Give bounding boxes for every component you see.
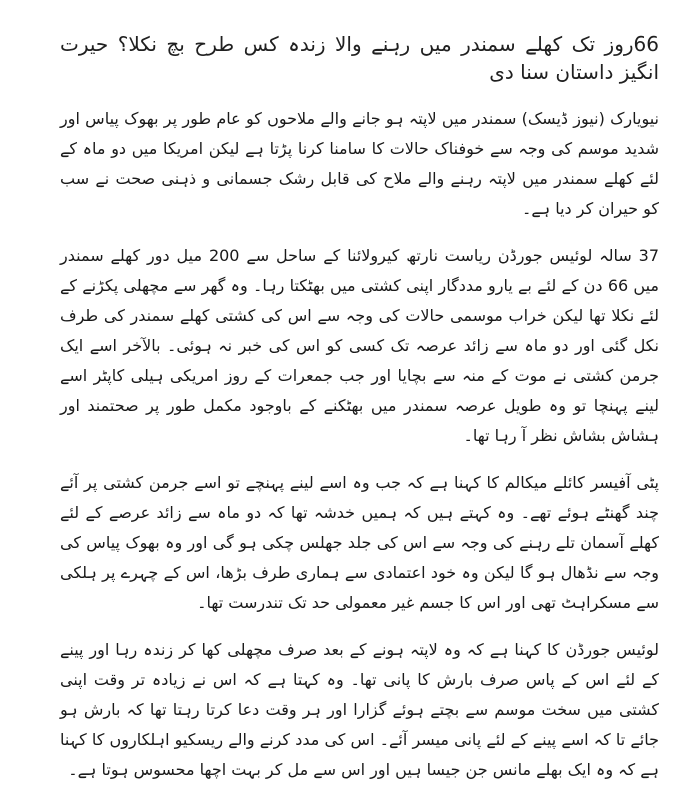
article bbox=[60, 30, 659, 802]
article-paragraph-3: پٹی آفیسر کائلے میکالم کا کہنا ہے کہ جب وہ اسے لینے پہنچے تو اسے جرمن کشتی پر آئے چند گھنٹے ہوئے تھے۔ وہ کہتے ہیں کہ ہمیں خدشہ تھا کہ دو ماہ سے زائد عرصے کے لئے کھلے آسمان تلے رہنے کی وجہ سے اس کی جلد جھلس چکی ہو گی اور وہ بھوک پیاس کی وجہ سے نڈھال ہو گا لیکن وہ خود اعتمادی سے ہماری طرف بڑھا، اس کے چہرے پر ہلکی سے مسکراہٹ تھی اور اس کا جسم غیر معمولی حد تک تندرست تھا۔ bbox=[60, 473, 659, 612]
article-paragraph-2: 37 سالہ لوئیس جورڈن ریاست نارتھ کیرولائنا کے ساحل سے 200 میل دور کھلے سمندر میں 66 دن کے لئے بے یارو مددگار اپنی کشتی میں بھٹکتا رہا۔ وہ گھر سے مچھلی پکڑنے کے لئے نکلا تھا لیکن خراب موسمی حالات کی وجہ سے اس کی کشتی کھلے سمندر کی طرف نکل گئی اور دو ماہ سے زائد عرصہ تک کسی کو اس کی خبر نہ ہوئی۔ بالآخر اسے ایک جرمن کشتی نے موت کے منہ سے بچایا اور جب جمعرات کے روز امریکی ہیلی کاپٹر اسے لینے پہنچا تو وہ طویل عرصہ سمندر میں بھٹکنے کے باوجود مکمل طور پر صحتمند اور ہشاش بشاش نظر آ رہا تھا۔ bbox=[60, 246, 659, 445]
article-paragraph-1: نیویارک (نیوز ڈیسک) سمندر میں لاپتہ ہو جانے والے ملاحوں کو عام طور پر بھوک پیاس اور شدید موسم کی وجہ سے خوفناک حالات کا سامنا کرنا پڑتا ہے لیکن امریکا میں دو ماہ کے لئے کھلے سمندر میں لاپتہ رہنے والے ملاح کی قابل رشک جسمانی و ذہنی صحت نے سب کو حیران کر دیا ہے۔ bbox=[60, 109, 659, 218]
article-headline: 66روز تک کھلے سمندر میں رہنے والا زندہ کس طرح بچ نکلا؟ حیرت انگیز داستان سنا دی bbox=[60, 32, 659, 84]
article-paragraph-4: لوئیس جورڈن کا کہنا ہے کہ وہ لاپتہ ہونے کے بعد صرف مچھلی کھا کر زندہ رہا اور پینے کے لئے اس کے پاس صرف بارش کا پانی تھا۔ وہ کہتا ہے کہ اس نے زیادہ تر وقت اپنی کشتی میں سخت موسم سے بچتے ہوئے گزارا اور ہر وقت دعا کرتا رہتا تھا کہ بارش ہو جائے تا کہ اسے پینے کے لئے پانی میسر آئے۔ اس کی مدد کرنے والے ریسکیو اہلکاروں کا کہنا ہے کہ وہ ایک بھلے مانس جن جیسا ہیں اور اس سے مل کر بہت اچھا محسوس ہوتا ہے۔ bbox=[60, 640, 659, 779]
